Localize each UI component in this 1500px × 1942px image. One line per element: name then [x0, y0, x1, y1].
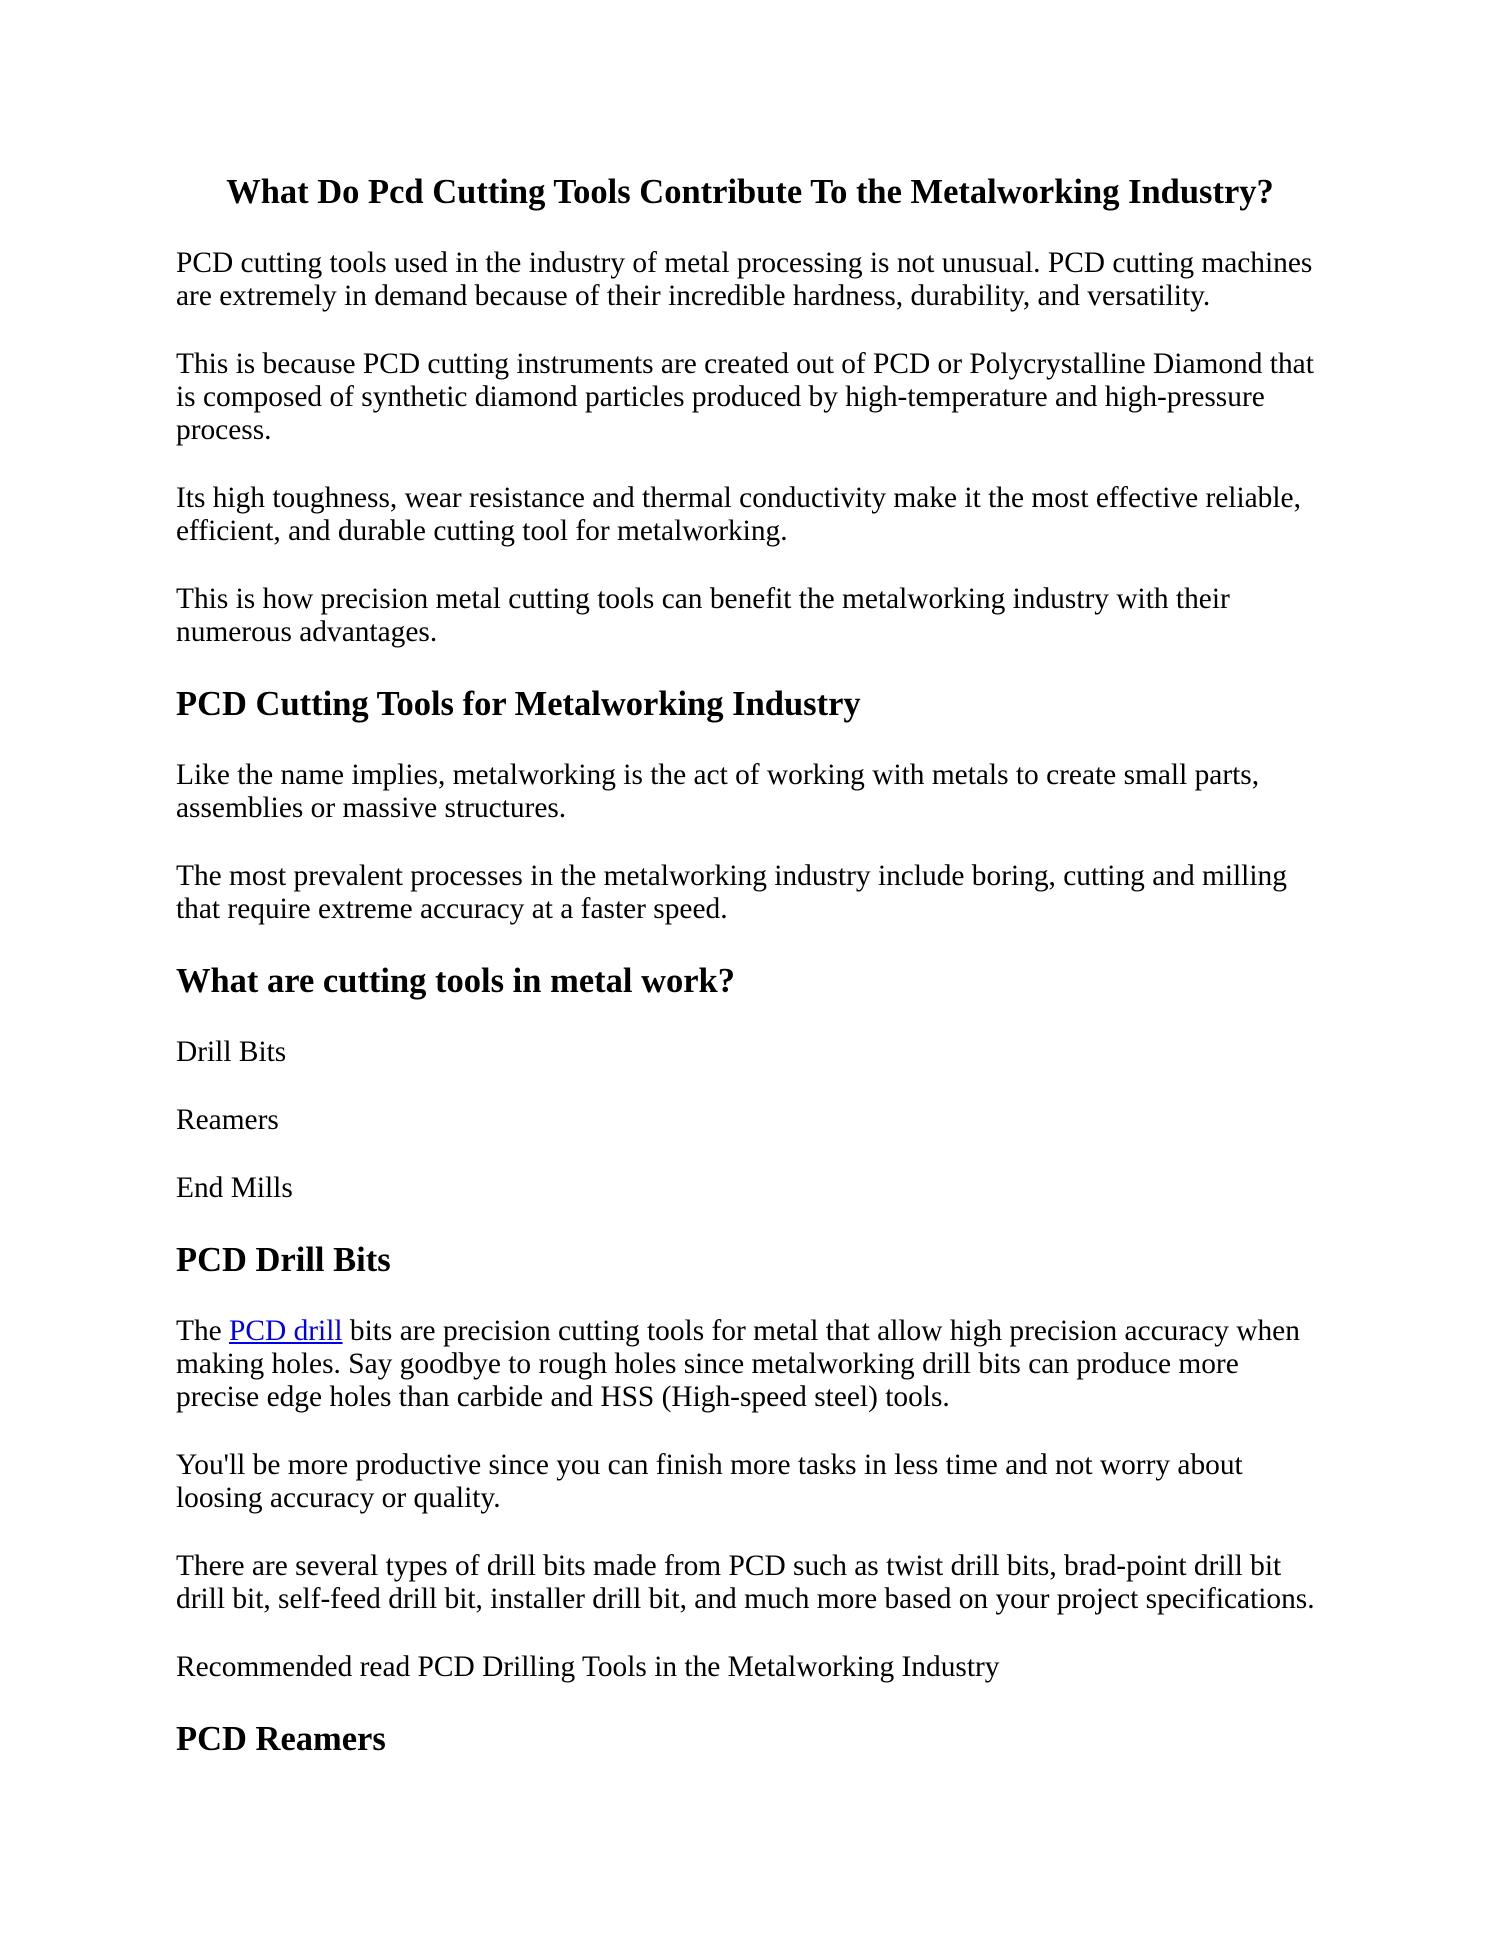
document-title: What Do Pcd Cutting Tools Contribute To the Metalworking Industry? [226, 173, 1274, 211]
section-heading-pcd-reamers: PCD Reamers [176, 1720, 386, 1758]
list-item-end-mills: End Mills [176, 1172, 293, 1204]
section-heading-cutting-tools-question: What are cutting tools in metal work? [176, 962, 735, 1000]
paragraph-productive: You'll be more productive since you can finish more tasks in less time and not worry about loosing accuracy or quality. [176, 1449, 1243, 1514]
pcd-drill-link[interactable]: PCD drill [229, 1315, 343, 1347]
paragraph-pcd-drill-prefix: The [176, 1315, 230, 1347]
paragraph-like-name: Like the name implies, metalworking is the act of working with metals to create small parts, assemblies or massive structures. [176, 759, 1260, 824]
paragraph-intro-benefit: This is how precision metal cutting tools can benefit the metalworking industry with their numerous advantages. [176, 583, 1230, 648]
paragraph-prevalent-processes: The most prevalent processes in the metalworking industry include boring, cutting and milling that require extreme accuracy at a faster speed. [176, 860, 1287, 925]
paragraph-intro-demand: PCD cutting tools used in the industry of metal processing is not unusual. PCD cutting machines are extremely in demand because of their incredible hardness, durability, and versatility. [176, 247, 1313, 312]
paragraph-pcd-drill-suffix: bits are precision cutting tools for metal that allow high precision accuracy when making holes. Say goodbye to rough holes since metalworking drill bits can produce more precise edge holes than carbide and HSS (High-speed steel) tools. [176, 1315, 1300, 1413]
section-heading-pcd-drill-bits: PCD Drill Bits [176, 1241, 391, 1279]
paragraph-drill-bit-types: There are several types of drill bits made from PCD such as twist drill bits, brad-point drill bit drill bit, self-feed drill bit, installer drill bit, and much more based on your project specifications. [176, 1550, 1315, 1615]
list-item-reamers: Reamers [176, 1104, 279, 1136]
paragraph-intro-toughness: Its high toughness, wear resistance and thermal conductivity make it the most effective reliable, efficient, and durable cutting tool for metalworking. [176, 482, 1301, 547]
section-heading-metalworking-industry: PCD Cutting Tools for Metalworking Industry [176, 685, 861, 723]
paragraph-pcd-drill [176, 1315, 1324, 1414]
paragraph-intro-composition: This is because PCD cutting instruments are created out of PCD or Polycrystalline Diamond that is composed of synthetic diamond particles produced by high-temperature and high-pressure process. [176, 348, 1314, 446]
paragraph-recommended-read: Recommended read PCD Drilling Tools in the Metalworking Industry [176, 1651, 1000, 1683]
list-item-drill-bits: Drill Bits [176, 1036, 287, 1068]
